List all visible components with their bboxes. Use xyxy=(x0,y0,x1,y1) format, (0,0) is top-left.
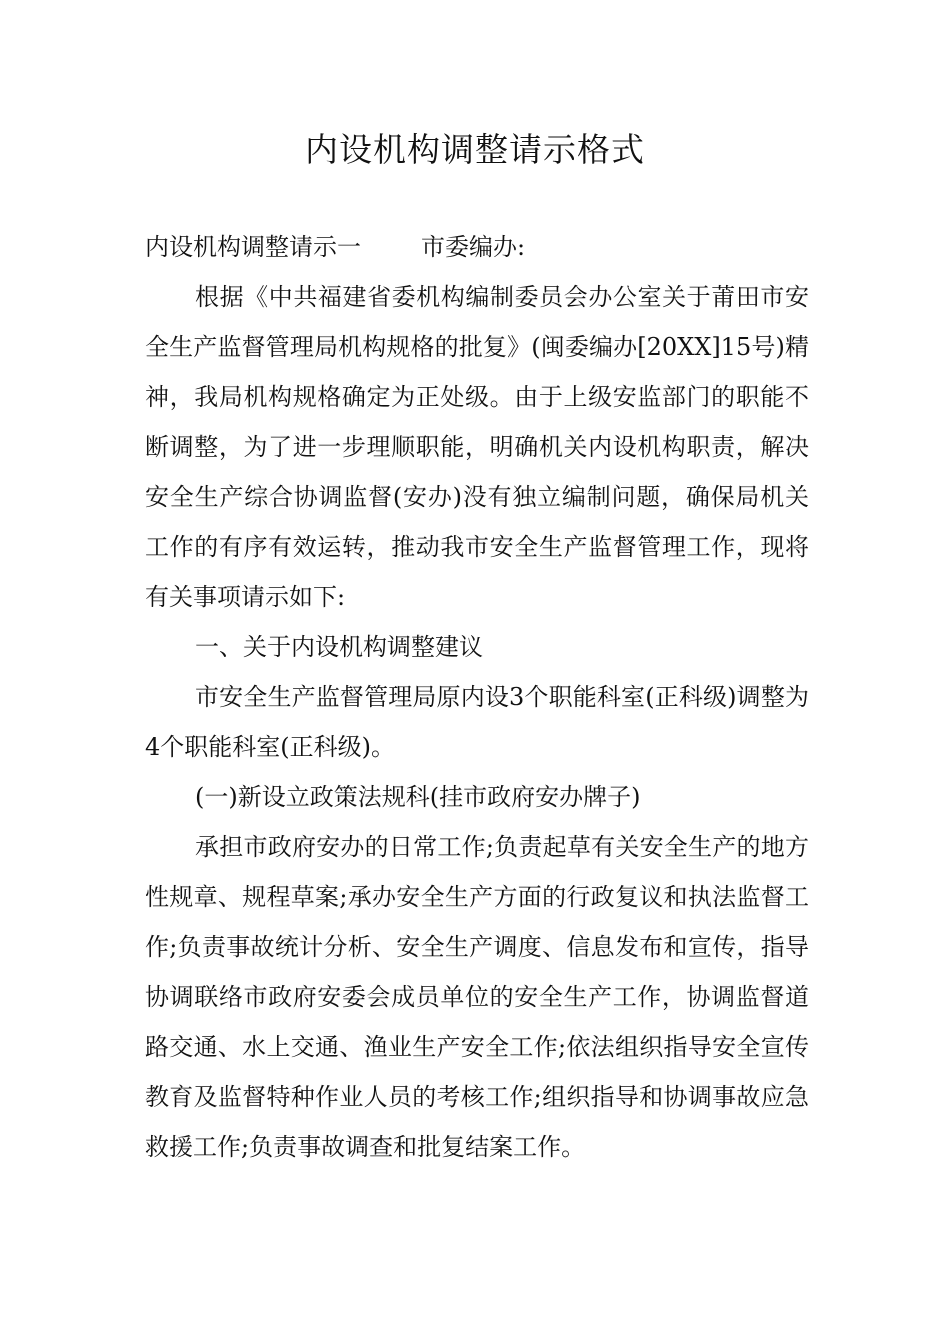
section-heading-1: 一、关于内设机构调整建议 xyxy=(195,633,483,661)
paragraph-basis: 根据《中共福建省委机构编制委员会办公室关于莆田市安全生产监督管理局机构规格的批复》(闽委编办[20XX]15号)精神，我局机构规格确定为正处级。由于上级安监部门的职能不断调整，为了进一步理顺职能，明确机关内设机构职责，解决安全生产综合协调监督(安办)没有独立编制问题，确保局机关工作的有序有效运转，推动我市安全生产监督管理工作，现将有关事项请示如下: xyxy=(145,283,809,611)
opening-lead: 内设机构调整请示一 xyxy=(145,233,361,261)
document-title: 内设机构调整请示格式 xyxy=(305,130,645,169)
subsection-heading-1: (一)新设立政策法规科(挂市政府安办牌子) xyxy=(195,783,641,811)
opening-line xyxy=(145,222,809,272)
paragraph-adjustment: 市安全生产监督管理局原内设3个职能科室(正科级)调整为4个职能科室(正科级)。 xyxy=(145,683,809,761)
paragraph-duties: 承担市政府安办的日常工作;负责起草有关安全生产的地方性规章、规程草案;承办安全生产方面的行政复议和执法监督工作;负责事故统计分析、安全生产调度、信息发布和宣传，指导协调联络市政府安委会成员单位的安全生产工作，协调监督道路交通、水上交通、渔业生产安全工作;依法组织指导安全宣传教育及监督特种作业人员的考核工作;组织指导和协调事故应急救援工作;负责事故调查和批复结案工作。 xyxy=(145,833,809,1161)
addressee: 市委编办: xyxy=(421,233,526,261)
document-body xyxy=(145,222,809,1172)
